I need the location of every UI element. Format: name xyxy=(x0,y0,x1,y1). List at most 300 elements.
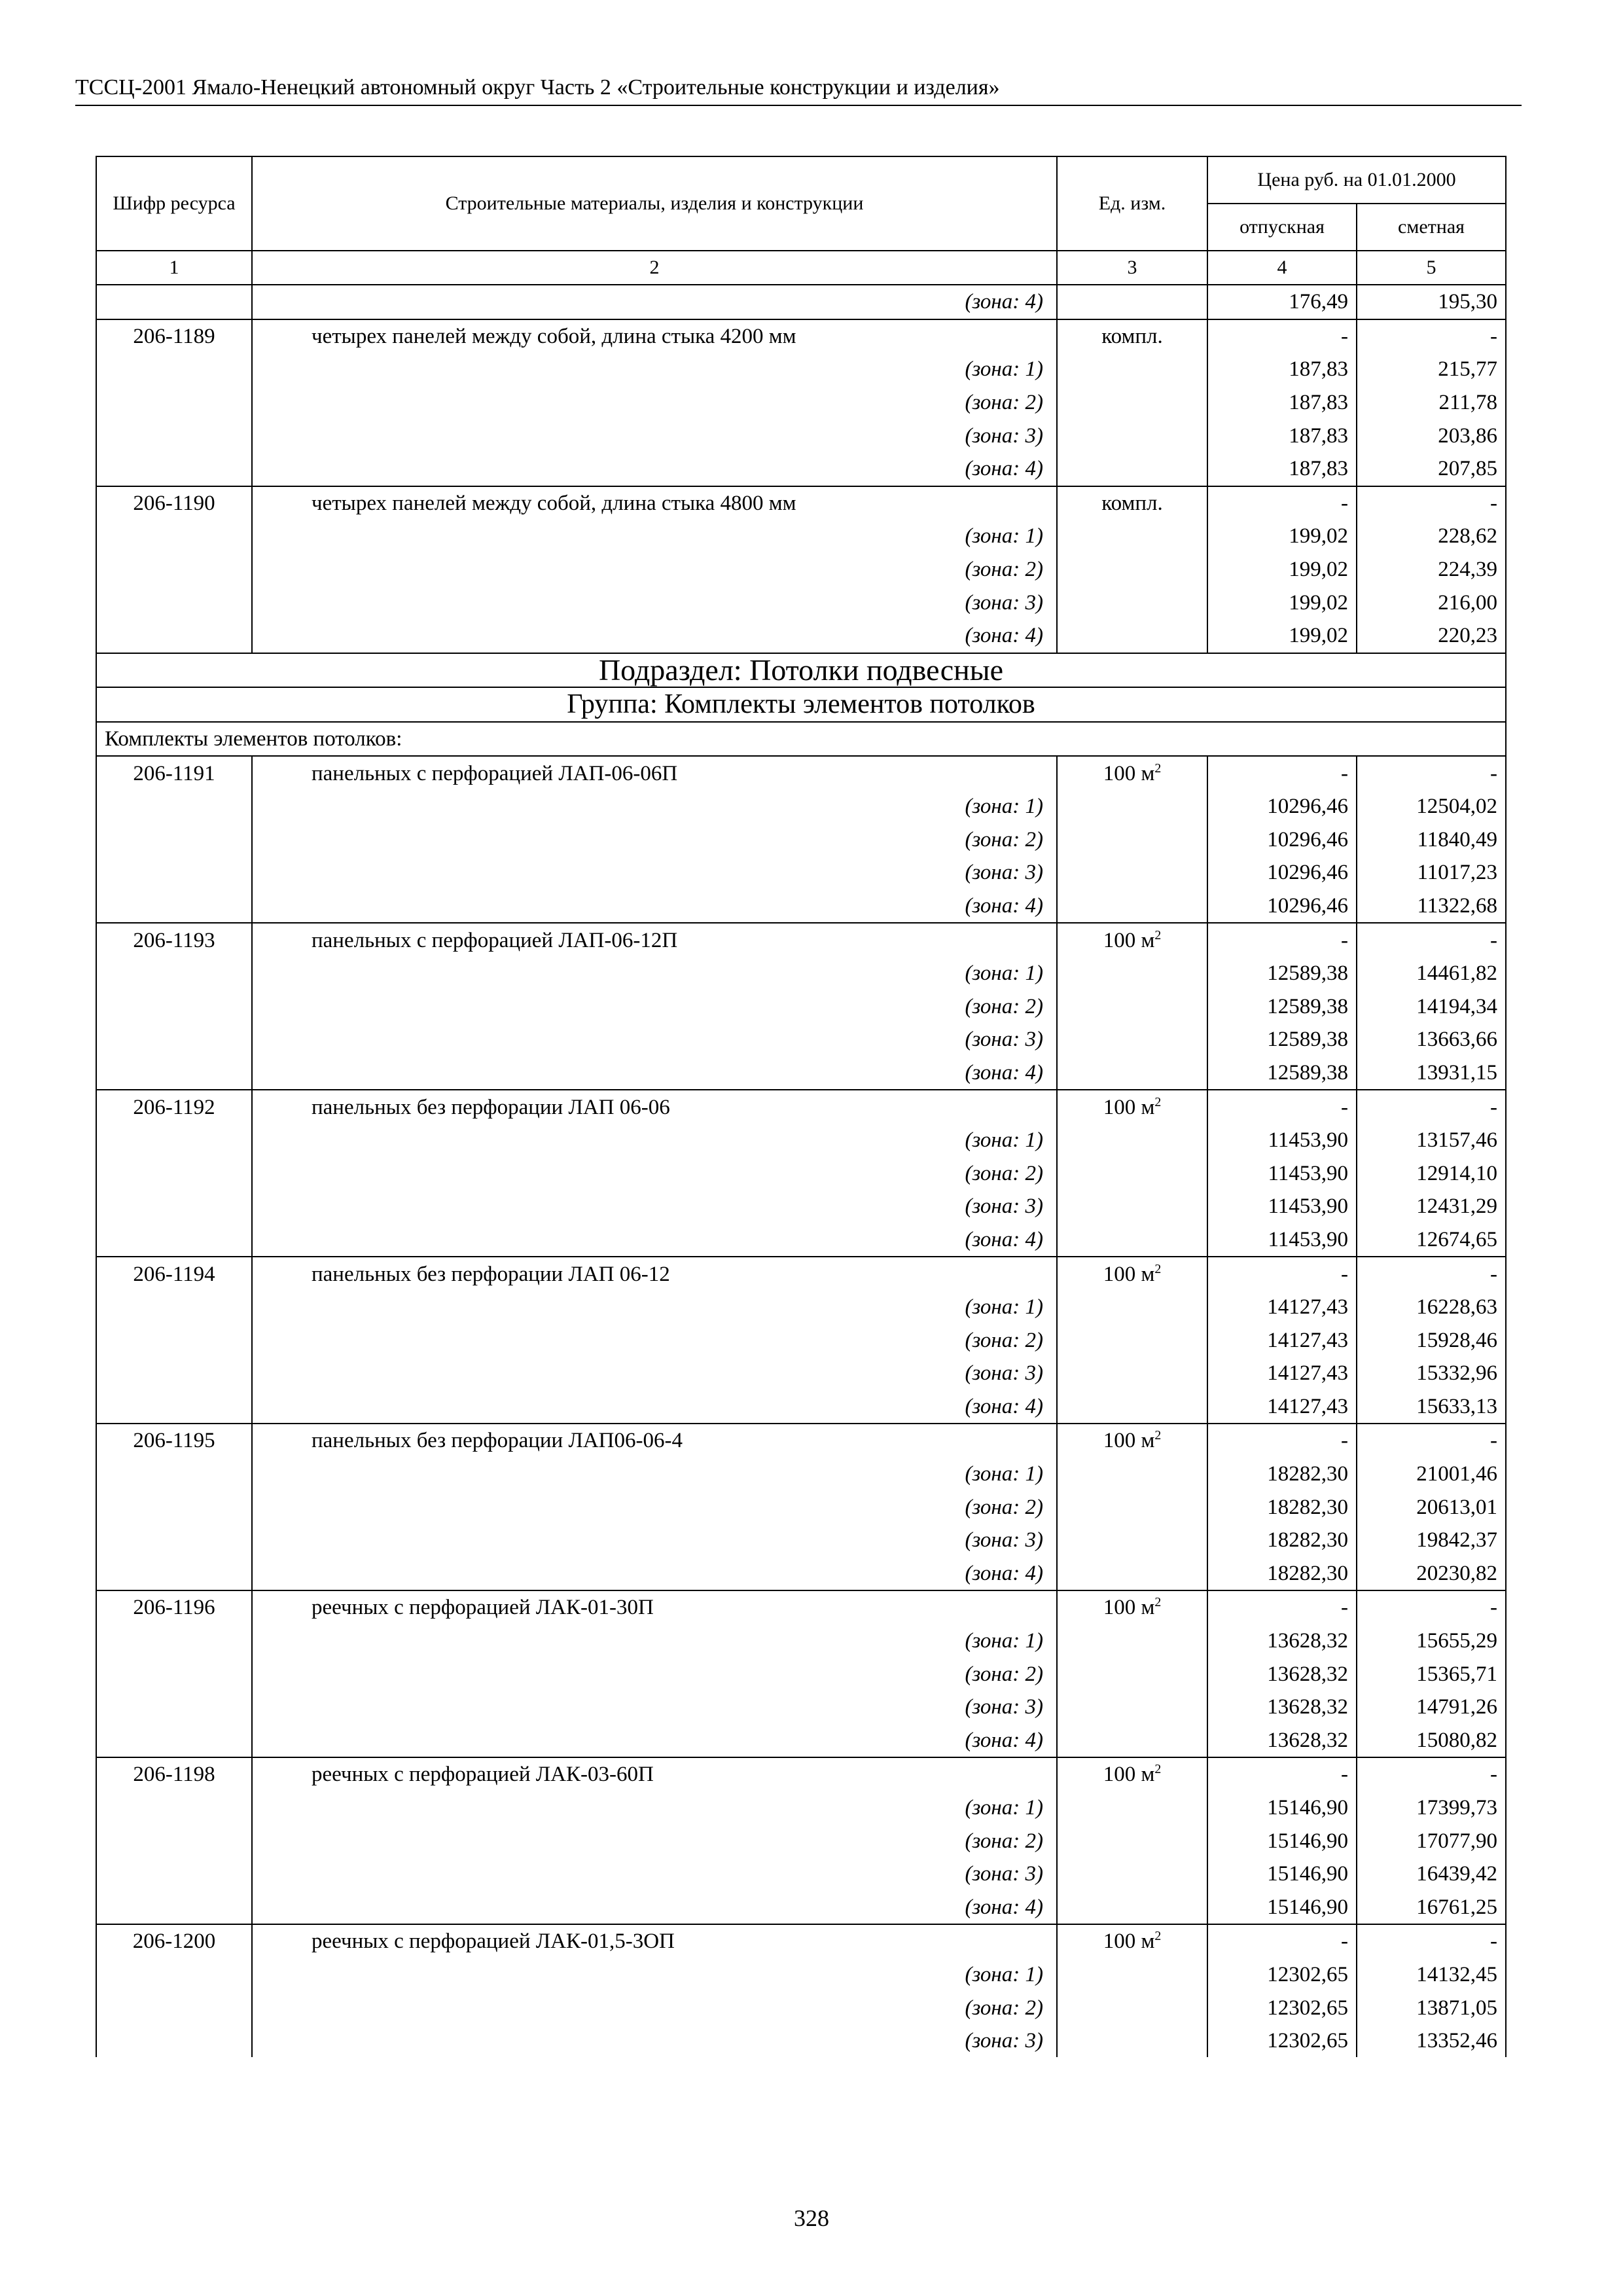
zone-row xyxy=(96,1124,1506,1157)
item-unit xyxy=(1057,1924,1207,1958)
zone-sale: 12589,38 xyxy=(1207,990,1357,1023)
item-estimate: - xyxy=(1357,1757,1506,1791)
item-unit: компл. xyxy=(1057,319,1207,353)
header-price-estimate: сметная xyxy=(1357,204,1506,251)
zone-sale: 14127,43 xyxy=(1207,1323,1357,1357)
unit-text: 100 м xyxy=(1103,1429,1155,1453)
item-code: 206-1189 xyxy=(96,319,252,353)
zone-row xyxy=(96,386,1506,420)
zone-row xyxy=(96,1857,1506,1891)
carryover-unit xyxy=(1057,285,1207,319)
price-table xyxy=(96,156,1507,2057)
subsection-row xyxy=(96,653,1506,688)
zone-estimate: 14132,45 xyxy=(1357,1958,1506,1992)
zone-estimate: 207,85 xyxy=(1357,452,1506,486)
zone-sale: 18282,30 xyxy=(1207,1524,1357,1557)
zone-unit xyxy=(1057,1490,1207,1524)
item-name: панельных с перфорацией ЛАП-06-06П xyxy=(252,756,1057,790)
zone-code xyxy=(96,1023,252,1056)
zone-sale: 12302,65 xyxy=(1207,2024,1357,2058)
table-row xyxy=(96,1590,1506,1624)
zone-unit xyxy=(1057,553,1207,586)
unit-superscript: 2 xyxy=(1154,1929,1162,1944)
zone-code xyxy=(96,1857,252,1891)
zone-code xyxy=(96,823,252,857)
zone-row xyxy=(96,823,1506,857)
item-name: панельных без перфорации ЛАП 06-12 xyxy=(252,1257,1057,1291)
item-name: четырех панелей между собой, длина стыка 4800 мм xyxy=(252,486,1057,520)
item-sale: - xyxy=(1207,319,1357,353)
zone-estimate: 13871,05 xyxy=(1357,1991,1506,2024)
zone-estimate: 211,78 xyxy=(1357,386,1506,420)
item-unit xyxy=(1057,1424,1207,1458)
zone-row xyxy=(96,1991,1506,2024)
zone-row xyxy=(96,990,1506,1023)
zone-unit xyxy=(1057,889,1207,924)
group-intro: Комплекты элементов потолков: xyxy=(96,722,1506,757)
zone-label: (зона: 2) xyxy=(252,823,1057,857)
header-colnum-3: 3 xyxy=(1057,251,1207,285)
header-price-group: Цена руб. на 01.01.2000 xyxy=(1207,156,1506,204)
zone-label: (зона: 3) xyxy=(252,419,1057,452)
unit-text: 100 м xyxy=(1103,1763,1155,1787)
item-estimate: - xyxy=(1357,486,1506,520)
zone-estimate: 16439,42 xyxy=(1357,1857,1506,1891)
zone-label: (зона: 2) xyxy=(252,386,1057,420)
zone-unit xyxy=(1057,1291,1207,1324)
item-name: реечных с перфорацией ЛАК-03-60П xyxy=(252,1757,1057,1791)
zone-label: (зона: 4) xyxy=(252,1557,1057,1591)
zone-estimate: 224,39 xyxy=(1357,553,1506,586)
zone-label: (зона: 3) xyxy=(252,1691,1057,1724)
zone-unit xyxy=(1057,619,1207,653)
zone-code xyxy=(96,1490,252,1524)
zone-row xyxy=(96,856,1506,889)
zone-label: (зона: 4) xyxy=(252,1390,1057,1424)
zone-estimate: 15633,13 xyxy=(1357,1390,1506,1424)
zone-row xyxy=(96,1657,1506,1691)
zone-estimate: 15080,82 xyxy=(1357,1724,1506,1758)
zone-sale: 13628,32 xyxy=(1207,1724,1357,1758)
zone-unit xyxy=(1057,990,1207,1023)
header-name: Строительные материалы, изделия и конструкции xyxy=(252,156,1057,251)
zone-label: (зона: 4) xyxy=(252,889,1057,924)
zone-label: (зона: 2) xyxy=(252,1824,1057,1857)
zone-estimate: 16228,63 xyxy=(1357,1291,1506,1324)
item-unit: компл. xyxy=(1057,486,1207,520)
zone-unit xyxy=(1057,586,1207,619)
item-name: панельных с перфорацией ЛАП-06-12П xyxy=(252,923,1057,957)
item-name: панельных без перфорации ЛАП06-06-4 xyxy=(252,1424,1057,1458)
zone-code xyxy=(96,1323,252,1357)
zone-sale: 14127,43 xyxy=(1207,1291,1357,1324)
zone-row xyxy=(96,1557,1506,1591)
zone-sale: 199,02 xyxy=(1207,619,1357,653)
zone-unit xyxy=(1057,1157,1207,1190)
zone-row xyxy=(96,1724,1506,1758)
zone-unit xyxy=(1057,452,1207,486)
zone-label: (зона: 3) xyxy=(252,856,1057,889)
zone-sale: 15146,90 xyxy=(1207,1824,1357,1857)
header-code: Шифр ресурса xyxy=(96,156,252,251)
table-row xyxy=(96,1757,1506,1791)
zone-estimate: 11017,23 xyxy=(1357,856,1506,889)
table-row xyxy=(96,923,1506,957)
zone-row xyxy=(96,1458,1506,1491)
zone-unit xyxy=(1057,1857,1207,1891)
zone-estimate: 14791,26 xyxy=(1357,1691,1506,1724)
zone-code xyxy=(96,619,252,653)
zone-row xyxy=(96,889,1506,924)
zone-unit xyxy=(1057,1023,1207,1056)
item-unit xyxy=(1057,1757,1207,1791)
zone-estimate: 11840,49 xyxy=(1357,823,1506,857)
zone-unit xyxy=(1057,1958,1207,1992)
item-unit xyxy=(1057,1257,1207,1291)
zone-code xyxy=(96,586,252,619)
item-code: 206-1192 xyxy=(96,1090,252,1124)
zone-code xyxy=(96,856,252,889)
zone-row xyxy=(96,1390,1506,1424)
zone-label: (зона: 1) xyxy=(252,1458,1057,1491)
zone-unit xyxy=(1057,1524,1207,1557)
table-row xyxy=(96,1424,1506,1458)
page-number: 328 xyxy=(794,2205,829,2231)
zone-label: (зона: 1) xyxy=(252,957,1057,990)
zone-code xyxy=(96,1724,252,1758)
zone-row xyxy=(96,1891,1506,1925)
carryover-code xyxy=(96,285,252,319)
zone-estimate: 12431,29 xyxy=(1357,1190,1506,1223)
header-colnum-5: 5 xyxy=(1357,251,1506,285)
zone-estimate: 20613,01 xyxy=(1357,1490,1506,1524)
zone-unit xyxy=(1057,1458,1207,1491)
zone-sale: 15146,90 xyxy=(1207,1857,1357,1891)
zone-sale: 12589,38 xyxy=(1207,1023,1357,1056)
zone-estimate: 220,23 xyxy=(1357,619,1506,653)
zone-estimate: 13352,46 xyxy=(1357,2024,1506,2058)
zone-sale: 187,83 xyxy=(1207,452,1357,486)
item-unit xyxy=(1057,756,1207,790)
zone-estimate: 12504,02 xyxy=(1357,790,1506,823)
zone-estimate: 13157,46 xyxy=(1357,1124,1506,1157)
zone-sale: 18282,30 xyxy=(1207,1458,1357,1491)
zone-row xyxy=(96,553,1506,586)
item-name: четырех панелей между собой, длина стыка 4200 мм xyxy=(252,319,1057,353)
item-estimate: - xyxy=(1357,1590,1506,1624)
zone-label: (зона: 3) xyxy=(252,1023,1057,1056)
zone-unit xyxy=(1057,856,1207,889)
zone-estimate: 20230,82 xyxy=(1357,1557,1506,1591)
zone-sale: 15146,90 xyxy=(1207,1891,1357,1925)
zone-label: (зона: 1) xyxy=(252,353,1057,386)
item-estimate: - xyxy=(1357,1424,1506,1458)
zone-unit xyxy=(1057,1323,1207,1357)
header-price-sale: отпускная xyxy=(1207,204,1357,251)
zone-row xyxy=(96,619,1506,653)
zone-row xyxy=(96,1490,1506,1524)
unit-superscript: 2 xyxy=(1154,927,1162,942)
unit-text: 100 м xyxy=(1103,1095,1155,1119)
zone-label: (зона: 3) xyxy=(252,1857,1057,1891)
zone-estimate: 17077,90 xyxy=(1357,1824,1506,1857)
zone-label: (зона: 1) xyxy=(252,790,1057,823)
item-code: 206-1195 xyxy=(96,1424,252,1458)
zone-unit xyxy=(1057,1624,1207,1658)
zone-label: (зона: 2) xyxy=(252,1991,1057,2024)
zone-row xyxy=(96,957,1506,990)
zone-estimate: 19842,37 xyxy=(1357,1524,1506,1557)
zone-label: (зона: 2) xyxy=(252,1490,1057,1524)
item-unit xyxy=(1057,923,1207,957)
zone-unit xyxy=(1057,1223,1207,1257)
zone-unit xyxy=(1057,520,1207,553)
zone-code xyxy=(96,353,252,386)
unit-superscript: 2 xyxy=(1154,1595,1162,1610)
zone-label: (зона: 2) xyxy=(252,1323,1057,1357)
item-sale: - xyxy=(1207,1090,1357,1124)
zone-unit xyxy=(1057,1891,1207,1925)
zone-label: (зона: 4) xyxy=(252,1724,1057,1758)
zone-code xyxy=(96,553,252,586)
zone-label: (зона: 1) xyxy=(252,1958,1057,1992)
zone-sale: 187,83 xyxy=(1207,386,1357,420)
zone-unit xyxy=(1057,1657,1207,1691)
table-header xyxy=(96,156,1506,285)
zone-sale: 10296,46 xyxy=(1207,823,1357,857)
zone-code xyxy=(96,1691,252,1724)
zone-code xyxy=(96,1657,252,1691)
zone-code xyxy=(96,1624,252,1658)
item-unit xyxy=(1057,1590,1207,1624)
zone-code xyxy=(96,1056,252,1090)
zone-code xyxy=(96,990,252,1023)
unit-text: 100 м xyxy=(1103,1596,1155,1620)
zone-estimate: 203,86 xyxy=(1357,419,1506,452)
zone-label: (зона: 2) xyxy=(252,1157,1057,1190)
zone-estimate: 13931,15 xyxy=(1357,1056,1506,1090)
header-colnum-2: 2 xyxy=(252,251,1057,285)
zone-row xyxy=(96,1691,1506,1724)
carryover-estimate: 195,30 xyxy=(1357,285,1506,319)
zone-label: (зона: 1) xyxy=(252,1624,1057,1658)
zone-estimate: 14194,34 xyxy=(1357,990,1506,1023)
unit-text: 100 м xyxy=(1103,761,1155,785)
unit-superscript: 2 xyxy=(1154,1261,1162,1276)
zone-estimate: 13663,66 xyxy=(1357,1023,1506,1056)
zone-row xyxy=(96,452,1506,486)
item-sale: - xyxy=(1207,756,1357,790)
zone-label: (зона: 1) xyxy=(252,1291,1057,1324)
zone-code xyxy=(96,1824,252,1857)
group-intro-row xyxy=(96,722,1506,757)
item-estimate: - xyxy=(1357,756,1506,790)
zone-estimate: 16761,25 xyxy=(1357,1891,1506,1925)
zone-row xyxy=(96,1157,1506,1190)
zone-row xyxy=(96,1624,1506,1658)
zone-estimate: 12914,10 xyxy=(1357,1157,1506,1190)
zone-label: (зона: 4) xyxy=(252,1891,1057,1925)
zone-sale: 12302,65 xyxy=(1207,1991,1357,2024)
zone-estimate: 15332,96 xyxy=(1357,1357,1506,1390)
zone-sale: 187,83 xyxy=(1207,353,1357,386)
zone-estimate: 228,62 xyxy=(1357,520,1506,553)
zone-label: (зона: 2) xyxy=(252,553,1057,586)
zone-code xyxy=(96,957,252,990)
item-estimate: - xyxy=(1357,1257,1506,1291)
item-estimate: - xyxy=(1357,1924,1506,1958)
item-sale: - xyxy=(1207,486,1357,520)
zone-row xyxy=(96,1791,1506,1825)
table-row xyxy=(96,1090,1506,1124)
unit-superscript: 2 xyxy=(1154,761,1162,776)
zone-label: (зона: 2) xyxy=(252,990,1057,1023)
zone-row xyxy=(96,1958,1506,1992)
zone-estimate: 15655,29 xyxy=(1357,1624,1506,1658)
zone-unit xyxy=(1057,1991,1207,2024)
item-sale: - xyxy=(1207,1924,1357,1958)
zone-row xyxy=(96,353,1506,386)
zone-code xyxy=(96,1891,252,1925)
zone-unit xyxy=(1057,1357,1207,1390)
zone-unit xyxy=(1057,419,1207,452)
zone-sale: 10296,46 xyxy=(1207,856,1357,889)
zone-estimate: 12674,65 xyxy=(1357,1223,1506,1257)
zone-unit xyxy=(1057,1190,1207,1223)
zone-unit xyxy=(1057,957,1207,990)
zone-code xyxy=(96,1390,252,1424)
unit-superscript: 2 xyxy=(1154,1428,1162,1443)
zone-code xyxy=(96,452,252,486)
zone-code xyxy=(96,386,252,420)
item-code: 206-1193 xyxy=(96,923,252,957)
item-name: панельных без перфорации ЛАП 06-06 xyxy=(252,1090,1057,1124)
zone-unit xyxy=(1057,1390,1207,1424)
zone-unit xyxy=(1057,1824,1207,1857)
zone-row xyxy=(96,1357,1506,1390)
zone-row xyxy=(96,790,1506,823)
zone-row xyxy=(96,1291,1506,1324)
item-name: реечных с перфорацией ЛАК-01-30П xyxy=(252,1590,1057,1624)
carryover-sale: 176,49 xyxy=(1207,285,1357,319)
zone-estimate: 17399,73 xyxy=(1357,1791,1506,1825)
zone-estimate: 14461,82 xyxy=(1357,957,1506,990)
carryover-zone: (зона: 4) xyxy=(252,285,1057,319)
zone-label: (зона: 4) xyxy=(252,1056,1057,1090)
zone-sale: 13628,32 xyxy=(1207,1691,1357,1724)
zone-sale: 12589,38 xyxy=(1207,1056,1357,1090)
zone-unit xyxy=(1057,1724,1207,1758)
zone-unit xyxy=(1057,1557,1207,1591)
zone-row xyxy=(96,520,1506,553)
group-title: Группа: Комплекты элементов потолков xyxy=(96,687,1506,722)
zone-sale: 14127,43 xyxy=(1207,1390,1357,1424)
table-row xyxy=(96,486,1506,520)
zone-code xyxy=(96,790,252,823)
zone-code xyxy=(96,520,252,553)
zone-code xyxy=(96,1291,252,1324)
item-name: реечных с перфорацией ЛАК-01,5-3ОП xyxy=(252,1924,1057,1958)
zone-unit xyxy=(1057,1056,1207,1090)
zone-unit xyxy=(1057,1791,1207,1825)
table-row xyxy=(96,756,1506,790)
zone-sale: 199,02 xyxy=(1207,520,1357,553)
zone-sale: 199,02 xyxy=(1207,553,1357,586)
zone-row xyxy=(96,1524,1506,1557)
zone-row xyxy=(96,1023,1506,1056)
table-row xyxy=(96,1257,1506,1291)
zone-sale: 11453,90 xyxy=(1207,1157,1357,1190)
item-sale: - xyxy=(1207,1590,1357,1624)
zone-unit xyxy=(1057,790,1207,823)
zone-code xyxy=(96,1223,252,1257)
zone-label: (зона: 3) xyxy=(252,2024,1057,2058)
zone-sale: 14127,43 xyxy=(1207,1357,1357,1390)
header-colnum-4: 4 xyxy=(1207,251,1357,285)
item-sale: - xyxy=(1207,1424,1357,1458)
zone-code xyxy=(96,419,252,452)
zone-estimate: 215,77 xyxy=(1357,353,1506,386)
zone-label: (зона: 3) xyxy=(252,1190,1057,1223)
header-unit: Ед. изм. xyxy=(1057,156,1207,251)
item-estimate: - xyxy=(1357,319,1506,353)
zone-code xyxy=(96,1190,252,1223)
zone-row xyxy=(96,419,1506,452)
zone-code xyxy=(96,1458,252,1491)
unit-superscript: 2 xyxy=(1154,1762,1162,1777)
zone-sale: 11453,90 xyxy=(1207,1124,1357,1157)
zone-unit xyxy=(1057,823,1207,857)
zone-label: (зона: 3) xyxy=(252,1357,1057,1390)
zone-code xyxy=(96,1157,252,1190)
running-header: ТССЦ-2001 Ямало-Ненецкий автономный округ Часть 2 «Строительные конструкции и изделия» xyxy=(75,73,1522,106)
zone-row xyxy=(96,2024,1506,2058)
item-estimate: - xyxy=(1357,923,1506,957)
carryover-row xyxy=(96,285,1506,319)
zone-code xyxy=(96,1991,252,2024)
table-row xyxy=(96,1924,1506,1958)
item-unit xyxy=(1057,1090,1207,1124)
table-body xyxy=(96,285,1506,2057)
item-code: 206-1191 xyxy=(96,756,252,790)
zone-estimate: 11322,68 xyxy=(1357,889,1506,924)
zone-row xyxy=(96,1323,1506,1357)
zone-label: (зона: 4) xyxy=(252,619,1057,653)
zone-label: (зона: 3) xyxy=(252,586,1057,619)
zone-unit xyxy=(1057,353,1207,386)
zone-sale: 13628,32 xyxy=(1207,1657,1357,1691)
zone-unit xyxy=(1057,1124,1207,1157)
header-colnum-1: 1 xyxy=(96,251,252,285)
zone-sale: 10296,46 xyxy=(1207,889,1357,924)
item-sale: - xyxy=(1207,923,1357,957)
zone-code xyxy=(96,2024,252,2058)
zone-estimate: 21001,46 xyxy=(1357,1458,1506,1491)
zone-label: (зона: 1) xyxy=(252,1791,1057,1825)
zone-label: (зона: 3) xyxy=(252,1524,1057,1557)
unit-text: 100 м xyxy=(1103,1929,1155,1954)
subsection-title: Подраздел: Потолки подвесные xyxy=(96,653,1506,688)
zone-unit xyxy=(1057,1691,1207,1724)
item-code: 206-1194 xyxy=(96,1257,252,1291)
item-sale: - xyxy=(1207,1757,1357,1791)
zone-sale: 11453,90 xyxy=(1207,1223,1357,1257)
zone-sale: 15146,90 xyxy=(1207,1791,1357,1825)
zone-row xyxy=(96,586,1506,619)
item-sale: - xyxy=(1207,1257,1357,1291)
table-row xyxy=(96,319,1506,353)
zone-label: (зона: 1) xyxy=(252,520,1057,553)
